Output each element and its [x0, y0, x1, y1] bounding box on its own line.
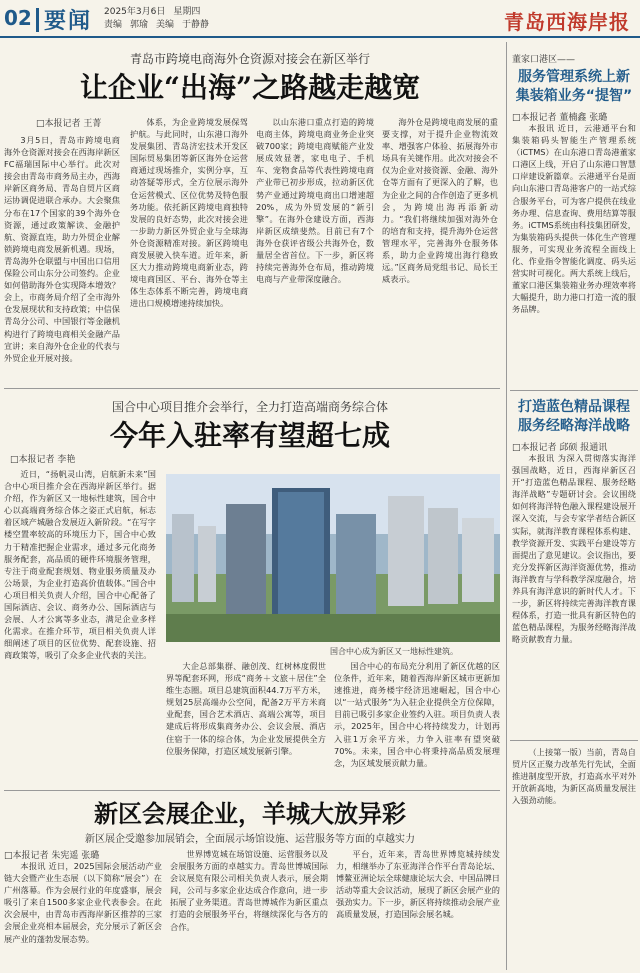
- article3-byline: □本报记者 朱宪遥 张璐: [4, 851, 100, 861]
- masthead-rule: [0, 36, 640, 38]
- article1-paragraph-3: 以山东港口重点打造的跨境电商主体，跨境电商业务企业突破700家；跨境电商赋能产业发展成效显著，家电电子、手机车、宠物食品等代表性跨境电商产业带已初步形成，拉动新区优势产业通过跨境电商出口增速超20%，成为外贸发展的“新引擎”。在海外仓建设方面，西海岸新区成绩斐然。目前已有7个海外仓获评省级公共海外仓，数量居全省首位。下一步，新区将持续完善海外仓布局，推动跨境电商与产业带深度融合。: [256, 117, 374, 285]
- article2-kicker: 国合中心项目推介会举行，全力打造高端商务综合体: [111, 400, 388, 414]
- article3-paragraph-3: 平台，近年来，青岛世界博览城持续发力，相继举办了东亚海洋合作平台青岛论坛、博鳌亚洲论坛全球健康论坛大会、中国品牌日活动等重大会议活动，展现了新区会展产业的强劲实力。下一步，新区将持续推动会展产业高质量发展，打造国际会展名城。: [336, 849, 500, 920]
- sidebar1-body: [512, 122, 636, 384]
- article2-paragraph-1: 近日，“扬帆灵山湾，启航新未来”国合中心项目推介会在西海岸新区举行。据介绍，作为新区又一地标性建筑，国合中心以高端商务综合体之姿正式启航，标志着区域产城融合发展迈入新阶段。“在写字楼空置率较高的环境压力下，国合中心致力于精准把握企业需求，通过多元化商务服务配套，高品质的硬件环境服务管理，专注于商业配套规划、物业服务质量及办公场景，为企业打造高价值载体。”国合中心项目相关负责人介绍，国合中心配备了国际酒店、会议、商务办公、国际酒店与会展、人才公寓等多业态，满足企业多样化需求。在推介环节，项目相关负责人详细阐述了项目的区位优势、配套设施、招商政策等，吸引了众多企业代表的关注。: [4, 469, 156, 661]
- article1-paragraph-1: 3月5日，青岛市跨境电商海外仓资源对接会在西海岸新区FC福瑞国际中心举行。此次对接会由青岛市商务局主办，西海岸新区商务局、青岛自贸片区商运协调促进联合承办。大会聚焦分布在17个国家的39个海外仓资源，通过政策解读、金融护航、资源直连，助力外贸企业解锁跨境电商发展新机遇。现场，青岛海外仓联盟与中国出口信用保险公司山东分公司签约。企业如何借助海外仓实现降本增效？会上，市商务局介绍了全市海外仓发展现状和支持政策；中信保青岛分公司、中国银行等金融机构进行了跨境电商相关金融产品宣讲；来自海外仓企业的代表与外贸企业开展对接。: [4, 135, 120, 363]
- masthead: [0, 0, 640, 40]
- article2-bottom-rule: [4, 790, 500, 791]
- sidebar1-headline-line1: 服务管理系统上新: [518, 69, 630, 85]
- article1-kicker: 青岛市跨境电商海外仓资源对接会在新区举行: [129, 52, 370, 66]
- article1-bottom-rule: [4, 388, 500, 389]
- article1-headline: 让企业“出海”之路越走越宽: [79, 71, 421, 104]
- designer-label: 美编: [156, 20, 175, 30]
- issue-meta: [104, 6, 217, 32]
- sidebar2-mid-rule: [510, 740, 638, 741]
- sidebar2-paragraph: 本报讯 为深入贯彻落实海洋强国战略，近日，西海岸新区召开“打造蓝色精品课程、服务经略海洋战略”专题研讨会。会议围绕如何将海洋特色融入课程建设展开深入交流，与会专家学者结合新区实际，就海洋教育课程体系构建、教学资源开发、实践平台建设等方面提出了意见建议。会议指出，要充分发挥新区海洋资源优势，推动海洋教育与学科教学深度融合，培养具有海洋意识的新时代人才。下一步，新区将持续完善海洋教育课程体系，打造一批具有新区特色的蓝色精品课程，为服务经略海洋战略贡献教育力量。: [512, 453, 636, 645]
- sidebar1-bottom-rule: [510, 390, 638, 391]
- sidebar1-headline: [510, 68, 638, 106]
- sidebar2-body: [512, 452, 636, 732]
- sidebar1-headline-line2: 集装箱业务“提智”: [515, 88, 633, 104]
- page-number: 02: [4, 6, 32, 30]
- page-number-bar: [36, 8, 39, 32]
- sidebar1-kicker: 董家口港区——: [512, 55, 576, 65]
- issue-date: 2025年3月6日: [104, 7, 166, 17]
- sidebar2-byline: □本报记者 邱硕 报通讯: [512, 443, 608, 453]
- article1-paragraph-2: 体系，为企业跨境发展保驾护航。与此同时，山东港口海外发展集团、青岛济宏技术开发区国际贸易集团等新区海外仓运营商通过现场推介，实例分享，互动答疑等形式，全方位展示海外仓运营模式、区位优势及特色服务功能。依托新区跨境电商独特发展的良好态势，此次对接会进一步助力新区外贸企业与全球海外仓资源精准对接。新区跨境电商发展驶入快车道。近年来，新区大力推动跨境电商新业态，跨境电商国区、平台、海外仓等主体生态体系不断完善，跨境电商进出口规模增速持续加快。: [130, 117, 248, 309]
- designer-name: 于静静: [182, 20, 210, 30]
- article3-subhead: 新区展企受邀参加展销会，全面展示场馆设施、运营服务等方面的卓越实力: [85, 834, 415, 845]
- article1-column-2: [130, 116, 248, 384]
- article1-column-4: [382, 116, 498, 384]
- article3-paragraph-2: 世界博览城在场馆设施、运营服务以及会展服务方面的卓越实力。青岛世博城国际会议展览有限公司相关负责人表示，展会期间，公司与多家企业达成合作意向，进一步拓展了业务渠道。青岛世博城作为新区重点打造的会展服务平台，将继续深化与各方的合作。: [170, 849, 328, 932]
- article1-paragraph-4: 海外仓是跨境电商发展的重要支撑，对于提升企业物流效率、增强客户体验、拓展海外市场具有关键作用。此次对接会不仅为企业对接资源、金融、海外仓等方面有了更深入的了解，也为企业之间的合作创造了更多机会，为跨境出海再添新动力。“我们将继续加强对海外仓的培育和支持，提升海外仓运营管理水平，完善海外仓服务体系，助力企业跨境出海行稳致远。”区商务局党组书记、局长王威表示。: [382, 117, 498, 285]
- sidebar2-headline-line2: 服务经略海洋战略: [518, 418, 630, 434]
- article1-column-1: [4, 134, 120, 384]
- article1-byline: □本报记者 王菁: [36, 119, 102, 129]
- article1-column-3: [256, 116, 374, 384]
- sidebar2-continuation: [512, 746, 636, 970]
- article2-byline: □本报记者 李艳: [10, 455, 76, 465]
- article2-photo-caption: 国合中心成为新区又一地标性建筑。: [330, 647, 458, 656]
- sidebar-divider: [506, 42, 507, 970]
- article2-column-3: [334, 660, 500, 786]
- newspaper-logo: 青岛西海岸报: [504, 10, 630, 34]
- sidebar2-headline: [510, 398, 638, 436]
- issue-weekday: 星期四: [173, 7, 201, 17]
- article3-column-3: [336, 848, 500, 970]
- article3-column-2: [170, 848, 328, 970]
- article3-paragraph-1: 本报讯 近日，2025国际会展活动产业链大会暨产业生态展（以下简称“展会”）在广州落幕。作为会展行业的年度盛事，展会吸引了来自1500多家企业代表参会。在此次会展中，由青岛市西海岸新区推荐的三家会展企业亮相本届展会，充分展示了新区会展产业的蓬勃发展态势。: [4, 861, 162, 944]
- editor-name: 郭瑜: [130, 20, 149, 30]
- sidebar2-continuation-paragraph: （上接第一版）当前，青岛自贸片区正聚力改革先行先试，全面推进制度型开放，打造高水平对外开放新高地，为新区高质量发展注入强劲动能。: [512, 747, 636, 806]
- section-title: 要闻: [44, 9, 93, 34]
- article3-headline: 新区会展企业，羊城大放异彩: [94, 799, 406, 828]
- building-skyline-image: [166, 474, 500, 642]
- article2-column-1: [4, 468, 156, 786]
- article2-paragraph-2: 大企总部集群、融创茂、红树林度假世界等配套环网，形成“商务＋文旅＋居住”全维生态圈。项目总建筑面积44.7万平方米，规划25层高端办公空间，配备2万平方米商业配套，国合艺术酒店、高端公寓等，项目建成后将形成集商务办公、会议会展、酒店住宿于一体的综合体，为企业发展提供全方位服务保障，打造区域发展新引擎。: [166, 661, 326, 756]
- article3-column-1: [4, 860, 162, 970]
- sidebar1-paragraph: 本报讯 近日，云港通平台和集装箱码头智能生产管理系统（iCTMS）在山东港口青岛港董家口港区上线，开启了山东港口智慧口岸建设新篇章。云港通平台是面向山东港口青岛港客户的一站式综合服务平台，可为客户提供在线业务办理、信息查询、费用结算等服务。iCTMS系统由科技集团研发，为集装箱码头提供一体化生产管理服务，可实现业务流程全面线上化、作业指令智能化调度、码头运营实时可视化。两大系统上线后，董家口港区集装箱业务办理效率将大幅提升，助力港口打造一流的服务品牌。: [512, 123, 636, 315]
- article2-paragraph-3: 国合中心的布局充分利用了新区优越的区位条件，近年来，随着西海岸新区城市更新加速推进，商务楼宇经济迅速崛起，国合中心以“一站式服务”为入驻企业提供全方位保障，目前已吸引多家企业签约入驻。项目负责人表示，2025年，国合中心将持续发力，计划再入驻1万余平方米，力争入驻率有望突破70%。未来，国合中心将秉持高品质发展理念，为区域发展贡献力量。: [334, 661, 500, 768]
- article2-column-2: [166, 660, 326, 786]
- sidebar1-byline: □本报记者 董楠鑫 张璐: [512, 113, 608, 123]
- editor-label: 责编: [104, 20, 123, 30]
- article2-headline: 今年入驻率有望超七成: [109, 419, 390, 452]
- sidebar2-headline-line1: 打造蓝色精品课程: [518, 399, 630, 415]
- article2-photo: [166, 474, 500, 642]
